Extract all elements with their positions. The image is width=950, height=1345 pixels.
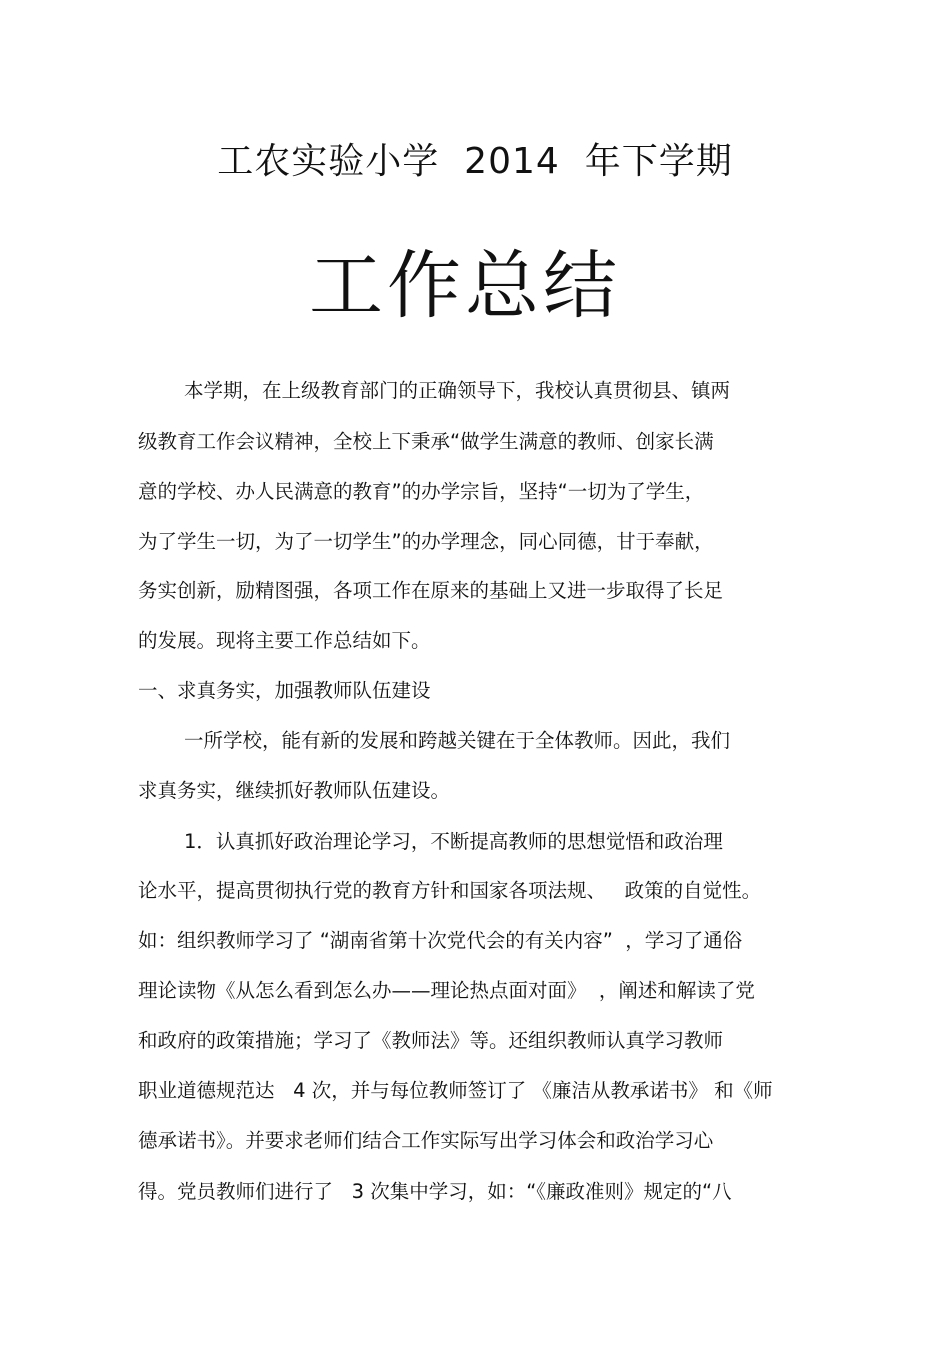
paragraph-line: 意的学校、办人民满意的教育”的办学宗旨，坚持“一切为了学生，	[138, 480, 705, 503]
paragraph-line: 求真务实，继续抓好教师队伍建设。	[138, 779, 451, 802]
document-title: 工作总结	[309, 243, 621, 329]
paragraph-line: 论水平，提高贯彻执行党的教育方针和国家各项法规、 政策的自觉性。	[138, 879, 762, 902]
paragraph-line: 的发展。现将主要工作总结如下。	[138, 629, 431, 652]
paragraph-line: 级教育工作会议精神，全校上下秉承“做学生满意的教师、创家长满	[138, 430, 714, 453]
paragraph-line: 理论读物《从怎么看到怎么办——理论热点面对面》 ，阐述和解读了党	[138, 979, 755, 1002]
paragraph-line: 和政府的政策措施；学习了《教师法》等。还组织教师认真学习教师	[138, 1029, 724, 1052]
paragraph-line: 如：组织教师学习了 “湖南省第十次党代会的有关内容” ，学习了通俗	[138, 929, 743, 952]
paragraph-line: 得。党员教师们进行了 3 次集中学习，如：“《廉政准则》规定的“八	[138, 1180, 732, 1203]
paragraph-line: 一所学校，能有新的发展和跨越关键在于全体教师。因此，我们	[184, 729, 731, 752]
paragraph-line: 务实创新，励精图强，各项工作在原来的基础上又进一步取得了长足	[138, 579, 724, 602]
paragraph-line: 德承诺书》。并要求老师们结合工作实际写出学习体会和政治学习心	[138, 1129, 714, 1152]
section-heading: 一、求真务实，加强教师队伍建设	[138, 679, 431, 702]
document-subtitle: 工农实验小学 2014 年下学期	[217, 141, 733, 182]
list-item-line: 1．认真抓好政治理论学习，不断提高教师的思想觉悟和政治理	[184, 830, 723, 853]
paragraph-line: 为了学生一切，为了一切学生”的办学理念，同心同德，甘于奉献，	[138, 530, 714, 553]
paragraph-line: 职业道德规范达 4 次，并与每位教师签订了 《廉洁从教承诺书》 和《师	[138, 1079, 773, 1102]
paragraph-line: 本学期，在上级教育部门的正确领导下，我校认真贯彻县、镇两	[184, 379, 731, 402]
